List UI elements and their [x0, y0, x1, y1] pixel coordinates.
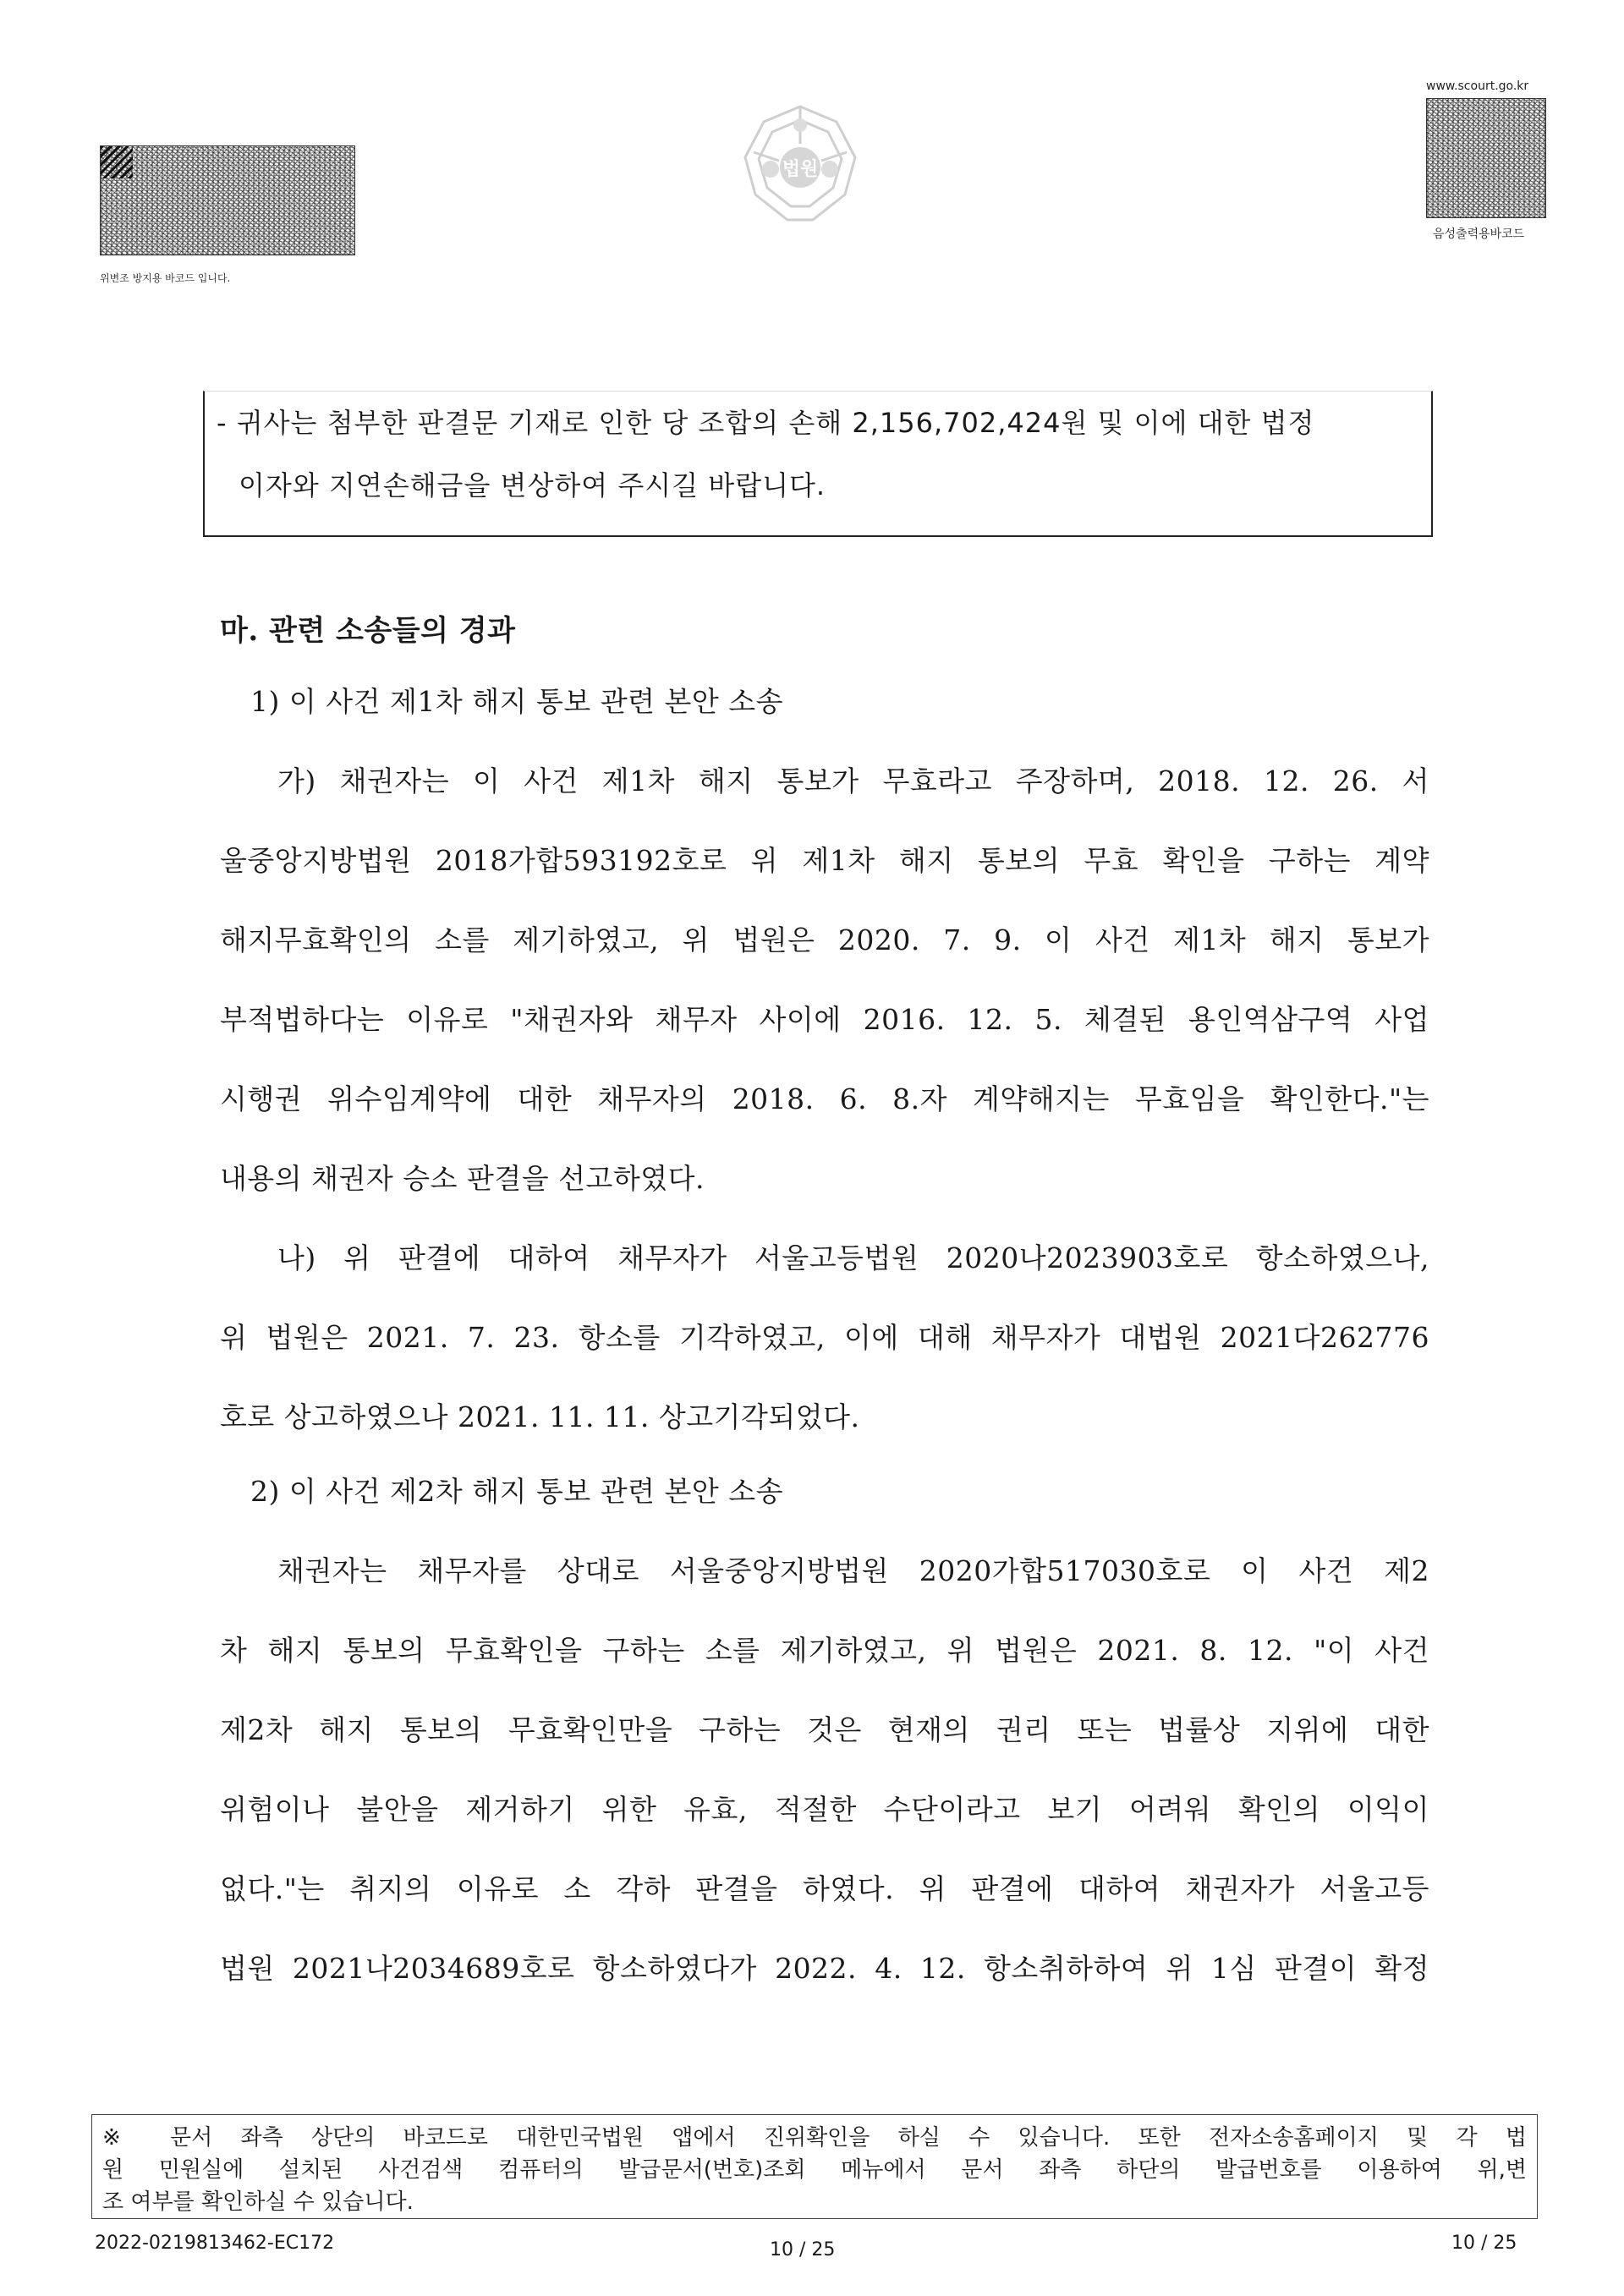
right-barcode-caption: 음성출력용바코드 [1433, 227, 1525, 241]
voice-output-barcode [1426, 98, 1546, 218]
p1-line-5: 시행권 위수임계약에 대한 채무자의 2018. 6. 8.자 계약해지는 무효임을 확인한다."는 [220, 1082, 1429, 1115]
court-emblem-icon [737, 101, 864, 228]
p2-line-3: 호로 상고하였으나 2021. 11. 11. 상고기각되었다. [220, 1400, 860, 1433]
page-number-center: 10 / 25 [770, 2239, 836, 2260]
sub2-heading: 2) 이 사건 제2차 해지 통보 관련 본안 소송 [250, 1475, 783, 1508]
p3-line-4: 위험이나 불안을 제거하기 위한 유효, 적절한 수단이라고 보기 어려워 확인의 이익이 [220, 1793, 1429, 1826]
issue-number: 2022-0219813462-EC172 [95, 2233, 335, 2254]
verification-notice-box [91, 2114, 1538, 2219]
p3-line-6: 법원 2021나2034689호로 항소하였다가 2022. 4. 12. 항소취하하여 위 1심 판결이 확정 [220, 1952, 1429, 1985]
p3-line-5: 없다."는 취지의 이유로 소 각하 판결을 하였다. 위 판결에 대하여 채권자가 서울고등 [220, 1872, 1429, 1905]
footer-notice-line-3: 조 여부를 확인하실 수 있습니다. [102, 2189, 414, 2215]
footer-notice-line-1: ※ 문서 좌측 상단의 바코드로 대한민국법원 앱에서 진위확인을 하실 수 있습니다. 또한 전자소송홈페이지 및 각 법 [102, 2125, 1527, 2151]
anti-forgery-barcode [100, 145, 355, 255]
section-heading: 마. 관련 소송들의 경과 [220, 614, 516, 648]
p1-line-1: 가) 채권자는 이 사건 제1차 해지 통보가 무효라고 주장하며, 2018. 12. 26. 서 [277, 764, 1429, 797]
p1-line-2: 울중앙지방법원 2018가합593192호로 위 제1차 해지 통보의 무효 확인을 구하는 계약 [220, 844, 1429, 877]
left-barcode-caption: 위변조 방지용 바코드 입니다. [100, 272, 231, 284]
p1-line-3: 해지무효확인의 소를 제기하였고, 위 법원은 2020. 7. 9. 이 사건 제1차 해지 통보가 [220, 923, 1429, 956]
barcode-corner-mark [101, 146, 133, 178]
p3-line-2: 차 해지 통보의 무효확인을 구하는 소를 제기하였고, 위 법원은 2021. 8. 12. "이 사건 [220, 1634, 1429, 1667]
emblem-text: 법원 [782, 159, 819, 180]
p1-line-6: 내용의 채권자 승소 판결을 선고하였다. [220, 1162, 705, 1195]
footer-notice-line-2: 원 민원실에 설치된 사건검색 컴퓨터의 발급문서(번호)조회 메뉴에서 문서 좌측 하단의 발급번호를 이용하여 위,변 [102, 2157, 1527, 2183]
p2-line-2: 위 법원은 2021. 7. 23. 항소를 기각하였고, 이에 대해 채무자가 대법원 2021다262776 [220, 1321, 1429, 1354]
notice-line-2: 이자와 지연손해금을 변상하여 주시길 바랍니다. [239, 469, 826, 501]
p3-line-3: 제2차 해지 통보의 무효확인만을 구하는 것은 현재의 권리 또는 법률상 지위에 대한 [220, 1713, 1429, 1746]
p1-line-4: 부적법하다는 이유로 "채권자와 채무자 사이에 2016. 12. 5. 체결된 용인역삼구역 사업 [220, 1003, 1429, 1036]
notice-box [203, 391, 1433, 537]
page-number-right: 10 / 25 [1451, 2233, 1517, 2254]
sub1-heading: 1) 이 사건 제1차 해지 통보 관련 본안 소송 [250, 685, 783, 718]
notice-line-1: - 귀사는 첨부한 판결문 기재로 인한 당 조합의 손해 2,156,702,424원 및 이에 대한 법정 [217, 407, 1315, 439]
court-website-url: www.scourt.go.kr [1426, 79, 1529, 93]
p3-line-1: 채권자는 채무자를 상대로 서울중앙지방법원 2020가합517030호로 이 사건 제2 [277, 1554, 1429, 1587]
p2-line-1: 나) 위 판결에 대하여 채무자가 서울고등법원 2020나2023903호로 항소하였으나, [277, 1241, 1429, 1274]
